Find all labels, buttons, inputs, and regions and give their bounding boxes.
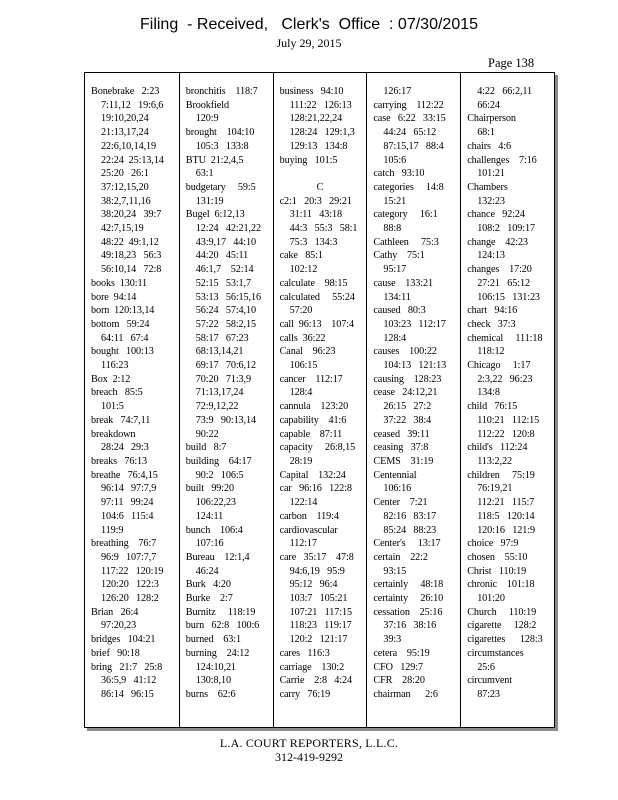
court-reporter-name: L.A. COURT REPORTERS, L.L.C. <box>219 736 399 750</box>
index-entry-continuation: 132:23 <box>477 195 505 207</box>
index-entry-continuation: 37:22 38:4 <box>383 414 432 426</box>
index-entry: child's 112:24 <box>467 442 528 454</box>
index-entry-continuation: 7:11,12 19:6,6 <box>101 99 164 111</box>
index-column-2 <box>179 73 273 727</box>
index-entry-continuation: 72:9,12,22 <box>195 401 239 413</box>
index-entry: business 94:10 <box>279 86 344 97</box>
index-entry: breakdown <box>91 428 136 440</box>
index-entry: chairs 4:6 <box>467 140 511 152</box>
index-entry-continuation: 104:6 115:4 <box>101 510 154 522</box>
index-column-1 <box>85 73 179 727</box>
index-entry: capacity 26:8,15 <box>279 442 356 454</box>
index-entry-continuation: 75:3 134:3 <box>289 236 338 248</box>
index-entry-continuation: 90:22 <box>195 428 219 440</box>
index-entry-continuation: 87:23 <box>477 688 500 700</box>
index-entry-continuation: 120:9 <box>195 113 219 125</box>
index-entry-continuation: 42:7,15,19 <box>101 223 144 235</box>
index-entry: circumstances <box>467 647 524 659</box>
index-entry: Carrie 2:8 4:24 <box>279 675 353 687</box>
index-entry-continuation: 101:5 <box>101 401 124 413</box>
index-entry-continuation: 36:5,9 41:12 <box>101 675 157 687</box>
index-entry: cake 85:1 <box>279 250 323 262</box>
index-entry: Bonebrake 2:23 <box>91 86 160 97</box>
index-entry-continuation: 124:10,21 <box>195 661 236 673</box>
index-entry: carrying 112:22 <box>373 99 444 111</box>
index-entry-continuation: 49:18,23 56:3 <box>101 250 162 262</box>
index-entry: Brian 26:4 <box>91 606 139 618</box>
index-entry: certain 22:2 <box>373 551 428 563</box>
index-entry-continuation: 122:14 <box>289 497 318 509</box>
index-entry-continuation: 21:13,17,24 <box>101 127 149 139</box>
index-column-3 <box>273 73 367 727</box>
index-spacer <box>280 167 367 181</box>
index-entry: breathing 76:7 <box>91 538 157 550</box>
index-entry-continuation: 58:17 67:23 <box>195 332 249 344</box>
index-entry: CEMS 31:19 <box>373 455 434 467</box>
index-entry: Center's 13:17 <box>373 538 441 550</box>
index-entry-continuation: 116:23 <box>101 360 129 372</box>
index-entry-continuation: 69:17 70:6,12 <box>195 360 256 372</box>
index-entry: carbon 119:4 <box>279 510 339 522</box>
index-entry-continuation: 31:11 43:18 <box>289 209 342 221</box>
index-entry-continuation: 39:3 <box>383 634 402 646</box>
index-entry: breaks 76:13 <box>91 455 148 467</box>
index-entry-continuation: 108:2 109:17 <box>477 223 535 235</box>
index-entry-continuation: 94:6,19 95:9 <box>289 565 345 577</box>
index-entry: cannula 123:20 <box>279 401 349 413</box>
index-entry: Cathleen 75:3 <box>373 236 439 248</box>
index-entry: car 96:16 122:8 <box>279 483 352 495</box>
index-entry-continuation: 38:2,7,11,16 <box>101 195 151 207</box>
index-entry: build 8:7 <box>185 442 227 454</box>
index-entry: bronchitis 118:7 <box>185 86 258 97</box>
index-entry-continuation: 112:17 <box>289 538 317 550</box>
index-entry: break 74:7,11 <box>91 414 151 426</box>
index-entry: CFR 28:20 <box>373 675 425 687</box>
index-entry: born 120:13,14 <box>91 305 155 317</box>
index-entry: Bureau 12:1,4 <box>185 551 250 563</box>
index-entry-continuation: 96:14 97:7,9 <box>101 483 157 495</box>
index-entry: Chicago 1:17 <box>467 360 531 372</box>
index-entry: cetera 95:19 <box>373 647 430 659</box>
index-entry: bore 94:14 <box>91 291 137 303</box>
index-entry-continuation: 19:10,20,24 <box>101 113 149 125</box>
index-entry-continuation: 66:24 <box>477 99 500 111</box>
index-entry: Center 7:21 <box>373 497 428 509</box>
index-entry: burns 62:6 <box>185 688 236 700</box>
index-entry: chemical 111:18 <box>467 332 543 344</box>
index-entry: certainty 26:10 <box>373 593 444 605</box>
index-entry-continuation: 97:11 99:24 <box>101 497 154 509</box>
index-entry: care 35:17 47:8 <box>279 551 354 563</box>
index-entry-continuation: 63:1 <box>195 168 214 180</box>
index-entry: bought 100:13 <box>91 346 154 358</box>
index-entry: chronic 101:18 <box>467 579 535 591</box>
index-entry: brief 90:18 <box>91 647 140 659</box>
index-entry: cause 133:21 <box>373 277 434 289</box>
index-entry: Burke 2:7 <box>185 593 233 605</box>
index-entry: Church 110:19 <box>467 606 537 618</box>
index-entry-continuation: 96:9 107:7,7 <box>101 551 157 563</box>
index-entry-continuation: 86:14 96:15 <box>101 688 154 700</box>
index-entry: Capital 132:24 <box>279 469 346 481</box>
index-entry: Canal 96:23 <box>279 346 336 358</box>
index-entry: caused 80:3 <box>373 305 426 317</box>
index-entry-continuation: 64:11 67:4 <box>101 332 149 344</box>
index-entry-continuation: 128:4 <box>383 332 407 344</box>
index-entry-continuation: 107:21 117:15 <box>289 606 352 618</box>
court-reporter-phone: 312-419-9292 <box>275 750 343 764</box>
index-entry-continuation: 95:12 96:4 <box>289 579 338 591</box>
index-entry: Burk 4:20 <box>185 579 231 591</box>
index-entry-continuation: 120:20 122:3 <box>101 579 159 591</box>
index-entry: carriage 130:2 <box>279 661 345 673</box>
index-entry-continuation: 112:22 120:8 <box>477 428 535 440</box>
index-entry: cessation 25:16 <box>373 606 443 618</box>
index-entry-continuation: 73:9 90:13,14 <box>195 414 256 426</box>
index-entry: burn 62:8 100:6 <box>185 620 260 632</box>
index-entry-continuation: 106:22,23 <box>195 497 236 509</box>
index-entry-continuation: 44:24 65:12 <box>383 127 437 139</box>
index-entry-continuation: 130:8,10 <box>195 675 231 687</box>
index-entry-continuation: 106:16 <box>383 483 412 495</box>
index-entry: call 96:13 107:4 <box>279 318 354 330</box>
index-entry-continuation: 128:24 129:1,3 <box>289 127 355 139</box>
index-entry: cardiovascular <box>279 524 338 536</box>
index-entry-continuation: 104:13 121:13 <box>383 360 447 372</box>
index-entry-continuation: 124:11 <box>195 510 224 522</box>
index-entry-continuation: 124:13 <box>477 250 505 262</box>
index-entry-continuation: 37:12,15,20 <box>101 181 149 193</box>
index-entry: CFO 129:7 <box>373 661 423 673</box>
index-entry-continuation: 120:2 121:17 <box>289 634 348 646</box>
index-entry: causes 100:22 <box>373 346 437 358</box>
index-entry: bridges 104:21 <box>91 634 156 646</box>
index-entry-continuation: 27:21 65:12 <box>477 277 530 289</box>
index-entry-continuation: 22:24 25:13,14 <box>101 154 164 166</box>
index-entry: categories 14:8 <box>373 181 444 193</box>
index-entry-continuation: 118:23 119:17 <box>289 620 352 632</box>
index-entry-continuation: 117:22 120:19 <box>101 565 164 577</box>
index-entry-continuation: 28:19 <box>289 455 313 467</box>
index-entry-continuation: 48:22 49:1,12 <box>101 236 159 248</box>
index-entry: Burnitz 118:19 <box>185 606 256 618</box>
index-entry-continuation: 46:1,7 52:14 <box>195 264 254 276</box>
index-entry-continuation: 119:9 <box>101 524 124 536</box>
index-entry-continuation: 93:15 <box>383 565 407 577</box>
page-number: Page 138 <box>488 56 535 70</box>
index-entry-continuation: 26:15 27:2 <box>383 401 432 413</box>
index-entry-continuation: 112:21 115:7 <box>477 497 535 509</box>
index-entry: burning 24:12 <box>185 647 250 659</box>
index-entry: cares 116:3 <box>279 647 330 659</box>
index-entry-continuation: 37:16 38:16 <box>383 620 437 632</box>
index-entry: case 6:22 33:15 <box>373 113 446 125</box>
index-entry: chairman 2:6 <box>373 688 438 700</box>
index-entry-continuation: 68:1 <box>477 127 495 139</box>
index-entry: building 64:17 <box>185 455 252 467</box>
index-entry: brought 104:10 <box>185 127 255 139</box>
hearing-date: July 29, 2015 <box>276 36 342 50</box>
index-entry: changes 17:20 <box>467 264 532 276</box>
index-column-4 <box>366 73 460 727</box>
index-entry-continuation: 101:21 <box>477 168 505 180</box>
index-entry-continuation: 128:21,22,24 <box>289 113 343 125</box>
index-entry: ceasing 37:8 <box>373 442 429 454</box>
index-entry: calculated 55:24 <box>279 291 355 303</box>
index-entry: calculate 98:15 <box>279 277 348 289</box>
index-entry-continuation: 110:21 112:15 <box>477 414 540 426</box>
index-entry-continuation: 107:16 <box>195 538 224 550</box>
index-entry: chosen 55:10 <box>467 551 528 563</box>
index-entry-continuation: 71:13,17,24 <box>195 387 244 399</box>
index-entry: budgetary 59:5 <box>185 181 256 193</box>
index-entry-continuation: 106:15 <box>289 360 318 372</box>
index-entry-continuation: 56:24 57:4,10 <box>195 305 256 317</box>
index-entry-continuation: 113:2,22 <box>477 455 512 467</box>
index-entry-continuation: 105:6 <box>383 154 407 166</box>
index-entry-continuation: 118:12 <box>477 346 505 358</box>
index-entry-continuation: 134:11 <box>383 291 411 303</box>
index-entry-continuation: 103:7 105:21 <box>289 593 348 605</box>
index-entry: bottom 59:24 <box>91 318 150 330</box>
index-entry: capable 87:11 <box>279 428 343 440</box>
index-entry-continuation: 102:12 <box>289 264 318 276</box>
index-entry-continuation: 25:6 <box>477 661 495 673</box>
index-entry-continuation: 46:24 <box>195 565 219 577</box>
index-entry: Box 2:12 <box>91 373 131 385</box>
index-entry: Cathy 75:1 <box>373 250 425 262</box>
index-entry-continuation: 90:2 106:5 <box>195 469 244 481</box>
index-entry: change 42:23 <box>467 236 528 248</box>
index-entry-continuation: 126:20 128:2 <box>101 593 159 605</box>
index-entry: Bugel 6:12,13 <box>185 209 245 221</box>
index-entry: bunch 106:4 <box>185 524 243 536</box>
index-entry-continuation: 129:13 134:8 <box>289 140 348 152</box>
index-entry-continuation: 97:20,23 <box>101 620 137 632</box>
index-entry: built 99:20 <box>185 483 235 495</box>
index-entry-continuation: 126:17 <box>383 86 412 97</box>
index-entry-continuation: 57:20 <box>289 305 313 317</box>
index-entry: Christ 110:19 <box>467 565 527 577</box>
index-entry: child 76:15 <box>467 401 518 413</box>
index-entry-continuation: 43:9,17 44:10 <box>195 236 256 248</box>
index-entry: check 37:3 <box>467 318 516 330</box>
index-entry-continuation: 53:13 56:15,16 <box>195 291 261 303</box>
index-entry-continuation: 28:24 29:3 <box>101 442 149 454</box>
index-entry: Brookfield <box>185 99 229 111</box>
index-entry: Chambers <box>467 181 508 193</box>
index-entry-continuation: 25:20 26:1 <box>101 168 149 180</box>
index-entry: category 16:1 <box>373 209 438 221</box>
index-entry-continuation: 76:19,21 <box>477 483 513 495</box>
index-entry-continuation: 22:6,10,14,19 <box>101 140 157 152</box>
index-entry-continuation: 2:3,22 96:23 <box>477 373 533 385</box>
index-entry: children 75:19 <box>467 469 535 481</box>
index-entry: carry 76:19 <box>279 688 331 700</box>
index-entry: chart 94:16 <box>467 305 518 317</box>
index-entry: calls 36:22 <box>279 332 326 344</box>
index-entry-continuation: 68:13,14,21 <box>195 346 244 358</box>
index-entry: ceased 39:11 <box>373 428 430 440</box>
index-entry-continuation: 101:20 <box>477 593 505 605</box>
index-entry: catch 93:10 <box>373 168 425 180</box>
index-entry-continuation: 38:20,24 39:7 <box>101 209 162 221</box>
index-entry: cigarette 128:2 <box>467 620 537 632</box>
index-entry-continuation: 120:16 121:9 <box>477 524 535 536</box>
index-entry-continuation: 52:15 53:1,7 <box>195 277 251 289</box>
index-entry-continuation: 95:17 <box>383 264 407 276</box>
index-entry-continuation: 12:24 42:21,22 <box>195 223 261 235</box>
index-entry-continuation: 128:4 <box>289 387 313 399</box>
index-entry: Chairperson <box>467 113 516 125</box>
index-entry-continuation: 106:15 131:23 <box>477 291 540 303</box>
index-entry: bring 21:7 25:8 <box>91 661 163 673</box>
index-entry: breach 85:5 <box>91 387 143 399</box>
index-column-5 <box>460 73 554 727</box>
index-entry: Centennial <box>373 469 417 481</box>
filing-stamp: Filing - Received, Clerk's Office : 07/30/2015 <box>139 16 479 33</box>
index-entry: breathe 76:4,15 <box>91 469 158 481</box>
index-entry: challenges 7:16 <box>467 154 537 166</box>
index-entry: cease 24:12,21 <box>373 387 438 399</box>
index-entry: causing 128:23 <box>373 373 442 385</box>
index-entry-continuation: 4:22 66:2,11 <box>477 86 533 97</box>
index-entry-continuation: 134:8 <box>477 387 500 399</box>
index-entry: cigarettes 128:3 <box>467 634 543 646</box>
index-entry: BTU 21:2,4,5 <box>185 154 244 166</box>
index-entry: circumvent <box>467 675 513 687</box>
index-entry: cancer 112:17 <box>279 373 343 385</box>
index-entry: buying 101:5 <box>279 154 338 166</box>
index-entry-continuation: 85:24 88:23 <box>383 524 437 536</box>
index-entry: burned 63:1 <box>185 634 241 646</box>
index-entry: chance 92:24 <box>467 209 525 221</box>
index-entry-continuation: 44:3 55:3 58:1 <box>289 223 358 235</box>
index-entry-continuation: 118:5 120:14 <box>477 510 535 522</box>
index-entry-continuation: 57:22 58:2,15 <box>195 318 256 330</box>
index-section-letter: C <box>316 181 324 193</box>
index-entry: certainly 48:18 <box>373 579 444 591</box>
index-entry-continuation: 103:23 112:17 <box>383 318 446 330</box>
index-entry-continuation: 70:20 71:3,9 <box>195 373 251 385</box>
index-entry-continuation: 105:3 133:8 <box>195 140 249 152</box>
index-entry-continuation: 111:22 126:13 <box>289 99 352 111</box>
index-entry-continuation: 56:10,14 72:8 <box>101 264 162 276</box>
word-index-table <box>84 72 555 728</box>
index-entry: books 130:11 <box>91 277 148 289</box>
index-entry: capability 41:6 <box>279 414 347 426</box>
index-entry-continuation: 131:19 <box>195 195 224 207</box>
index-entry-continuation: 87:15,17 88:4 <box>383 140 444 152</box>
index-entry-continuation: 88:8 <box>383 223 402 235</box>
index-entry: choice 97:9 <box>467 538 519 550</box>
index-entry-continuation: 15:21 <box>383 195 407 207</box>
index-entry: c2:1 20:3 29:21 <box>279 195 352 207</box>
index-entry-continuation: 44:20 45:11 <box>195 250 249 262</box>
index-entry-continuation: 82:16 83:17 <box>383 510 437 522</box>
